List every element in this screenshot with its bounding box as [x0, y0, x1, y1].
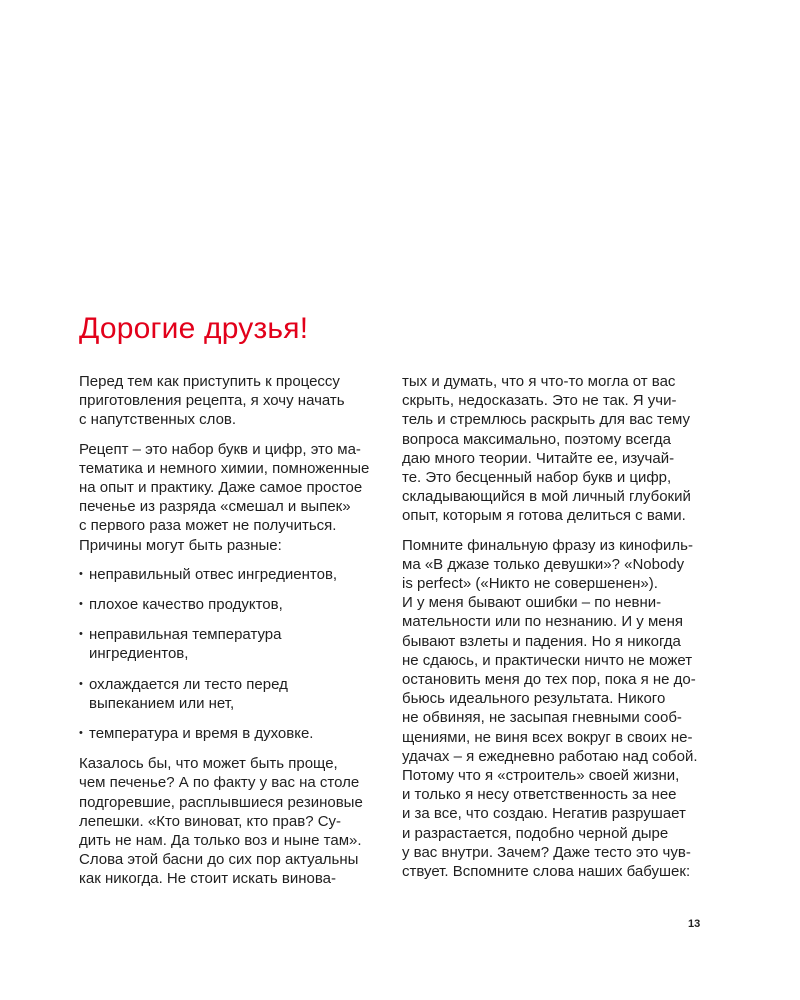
text-line: печенье из разряда «смешал и выпек» — [79, 498, 351, 516]
text-line: ингредиентов, — [89, 645, 189, 663]
text-line: • неправильный отвес ингредиентов, — [89, 565, 338, 583]
text-line: и только я несу ответственность за нее — [402, 786, 677, 804]
text-line: Перед тем как приступить к процессу — [79, 373, 340, 390]
intro-paragraph — [79, 372, 379, 430]
list-item — [79, 625, 379, 663]
text-line: Слова этой басни до сих пор актуальны — [79, 851, 359, 869]
text-line: Причины могут быть разные: — [79, 536, 282, 554]
text-line: бывают взлеты и падения. Но я никогда — [402, 632, 681, 650]
text-line: дить не нам. Да только воз и ныне там». — [79, 832, 362, 850]
text-line: • температура и время в духовке. — [89, 725, 314, 743]
page-number: 13 — [688, 918, 701, 930]
text-line: тематика и немного химии, помноженные — [79, 459, 370, 477]
list-item — [79, 565, 379, 584]
list-item — [79, 724, 379, 743]
text-line: с напутственных слов. — [79, 411, 237, 429]
text-line: складывающийся в мой личный глубокий — [402, 488, 691, 506]
text-line: щениями, не виня всех вокруг в своих не- — [402, 728, 693, 746]
text-line: тых и думать, что я что-то могла от вас — [402, 373, 676, 390]
text-line: тель и стремлюсь раскрыть для вас тему — [402, 411, 691, 429]
text-line: подгоревшие, расплывшиеся резиновые — [79, 793, 363, 811]
text-line: на опыт и практику. Даже самое простое — [79, 479, 363, 497]
text-line: выпеканием или нет, — [89, 694, 235, 712]
text-line: • плохое качество продуктов, — [89, 596, 283, 614]
text-line: бьюсь идеального результата. Никого — [402, 690, 666, 708]
text-line: остановить меня до тех пор, пока я не до- — [402, 671, 696, 689]
text-line: is perfect» («Никто не совершенен»). — [402, 575, 658, 593]
nobody-perfect-paragraph — [402, 536, 702, 882]
text-line: как никогда. Не стоит искать винова- — [79, 870, 336, 888]
text-line: Рецепт – это набор букв и цифр, это ма- — [79, 440, 361, 458]
text-line: Потому что я «строитель» своей жизни, — [402, 767, 680, 785]
reasons-list — [79, 565, 379, 743]
recipe-paragraph — [79, 440, 379, 555]
fable-paragraph — [79, 754, 379, 888]
text-line: даю много теории. Читайте ее, изучай- — [402, 449, 675, 467]
text-line: у вас внутри. Зачем? Даже тесто это чув- — [402, 843, 691, 861]
text-line: Помните финальную фразу из кинофиль- — [402, 536, 693, 554]
text-line: мательности или по незнанию. И у меня — [402, 613, 684, 631]
theory-paragraph — [402, 372, 702, 526]
text-line: чем печенье? А по факту у вас на столе — [79, 774, 360, 792]
text-line: Казалось бы, что может быть проще, — [79, 755, 338, 773]
page-title: Дорогие друзья! — [79, 312, 309, 345]
text-line: • неправильная температура — [89, 626, 282, 644]
text-line: не сдаюсь, и практически ничто не может — [402, 651, 693, 669]
text-line: ма «В джазе только девушки»? «Nobody — [402, 555, 685, 573]
text-line: вопроса максимально, поэтому всегда — [402, 430, 671, 448]
text-line: не обвиняя, не засыпая гневными сооб- — [402, 709, 682, 727]
right-column — [402, 372, 702, 891]
text-line: скрыть, недосказать. Это не так. Я учи- — [402, 392, 677, 410]
list-item — [79, 595, 379, 614]
left-column — [79, 372, 379, 899]
text-line: те. Это бесценный набор букв и цифр, — [402, 469, 672, 487]
text-line: и разрастается, подобно черной дыре — [402, 824, 669, 842]
text-line: лепешки. «Кто виноват, кто прав? Су- — [79, 812, 342, 830]
text-line: приготовления рецепта, я хочу начать — [79, 392, 345, 410]
text-line: И у меня бывают ошибки – по невни- — [402, 594, 662, 612]
text-line: • охлаждается ли тесто перед — [89, 675, 288, 693]
text-line: и за все, что создаю. Негатив разрушает — [402, 805, 686, 823]
text-line: ствует. Вспомните слова наших бабушек: — [402, 863, 691, 881]
text-line: удачах – я ежедневно работаю над собой. — [402, 747, 698, 765]
text-line: опыт, которым я готова делиться с вами. — [402, 507, 686, 525]
list-item — [79, 675, 379, 713]
text-line: с первого раза может не получиться. — [79, 517, 337, 535]
